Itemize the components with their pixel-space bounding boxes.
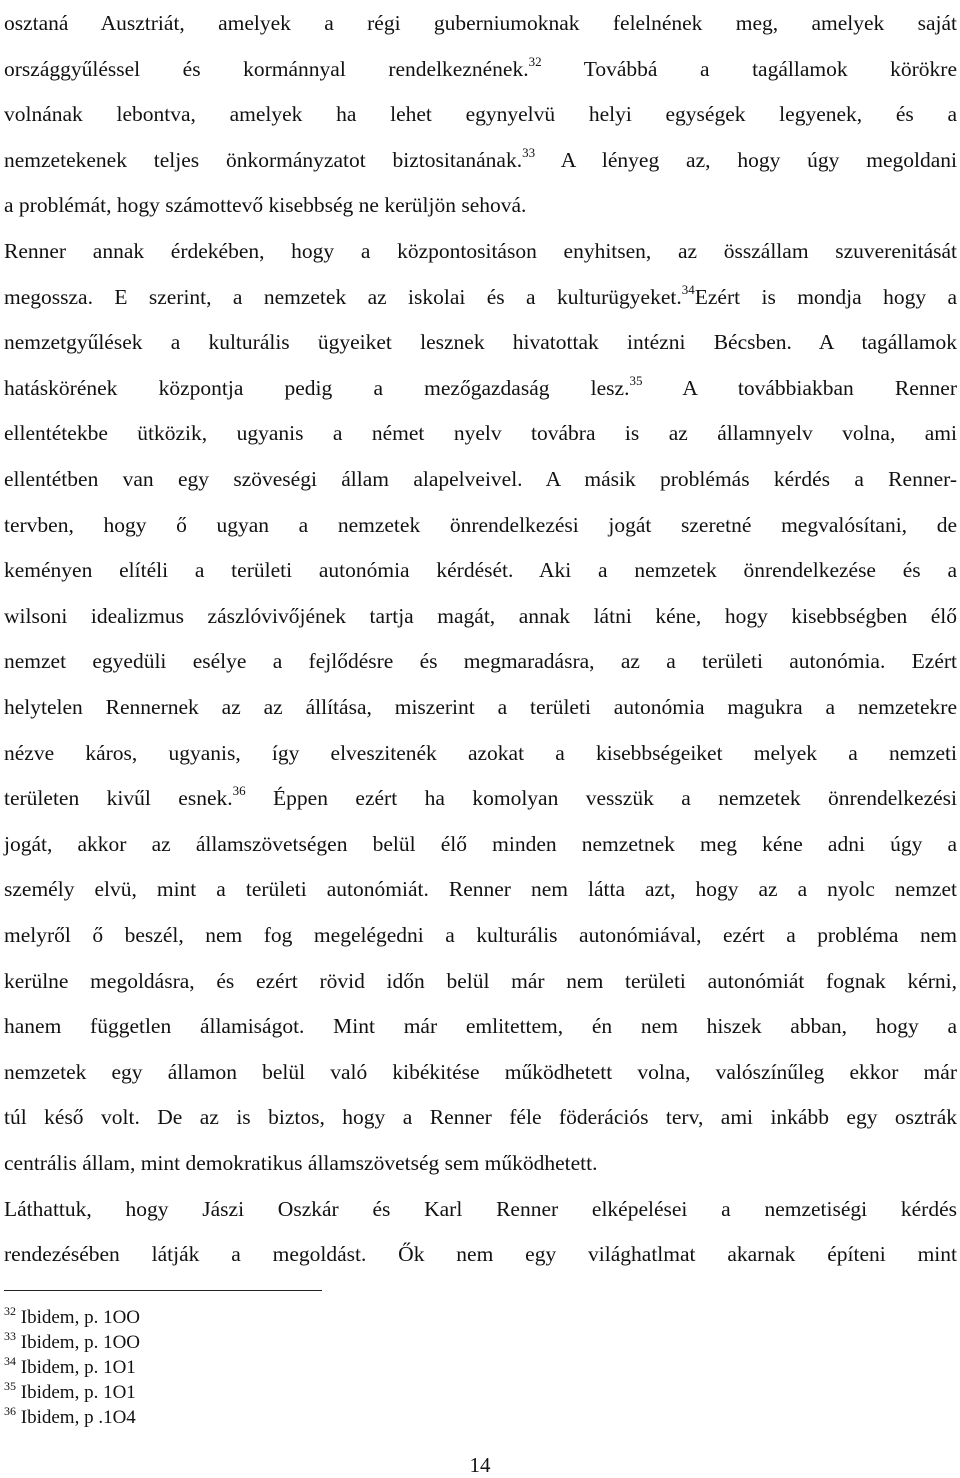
text-line [4, 1057, 957, 1087]
footnote-ref: 34 [681, 281, 695, 297]
page-number: 14 [469, 1453, 491, 1477]
text-line [4, 1102, 957, 1132]
text-segment: Láthattuk, hogy Jászi Oszkár és Karl Renner elképelései a nemzetiségi kérdés [4, 1196, 957, 1221]
footnote-ref: 33 [522, 144, 536, 160]
text-line [4, 1239, 957, 1269]
text-line [4, 282, 957, 312]
text-segment: a problémát, hogy számottevő kisebbség ne kerüljön sehová. [4, 193, 527, 218]
text-line [4, 373, 957, 403]
footnote-ref: 32 [528, 53, 542, 69]
text-segment: A lényeg az, hogy úgy megoldani [535, 147, 958, 172]
text-segment: nemzetekenek teljes önkormányzatot biztositanának. [4, 147, 523, 172]
footnote-text: Ibidem, p .1O4 [16, 1407, 136, 1428]
footnote [4, 1381, 136, 1405]
text-segment: országgyűléssel és kormánnyal rendelkeznének. [4, 56, 529, 81]
text-segment: nézve káros, ugyanis, így elveszitenék azokat a kisebbségeiket melyek a nemzeti [4, 740, 957, 765]
text-segment: helytelen Rennernek az az állítása, miszerint a területi autonómia magukra a nemzetekre [4, 695, 957, 719]
text-segment: Továbbá a tagállamok körökre [541, 56, 957, 81]
footnote-text: Ibidem, p. 1OO [16, 1332, 141, 1353]
text-segment: Éppen ezért ha komolyan vesszük a nemzetek önrendelkezési [245, 786, 957, 811]
text-segment: ellentétben van egy szöveségi állam alapelveivel. A másik problémás kérdés a Renner- [4, 467, 957, 491]
footnote-ref: 35 [629, 372, 643, 388]
text-line [4, 327, 957, 357]
text-segment: osztaná Ausztriát, amelyek a régi guberniumoknak felelnének meg, amelyek saját [4, 11, 957, 35]
text-line [4, 190, 957, 220]
text-segment: wilsoni idealizmus zászlóvivőjének tartja magát, annak látni kéne, hogy kisebbségben élő [4, 603, 957, 628]
footnote [4, 1406, 136, 1430]
text-line [4, 555, 957, 585]
text-segment: túl késő volt. De az is biztos, hogy a Renner féle föderációs terv, ami inkább egy osztrák [4, 1105, 957, 1130]
text-segment: nemzetek egy államon belül való kibékitése működhetett volna, valószínűleg ekkor már [4, 1059, 957, 1084]
footnote-number: 34 [4, 1354, 16, 1368]
footnote-text: Ibidem, p. 1O1 [16, 1382, 136, 1403]
text-line [4, 646, 957, 676]
footnote-separator [4, 1290, 322, 1291]
text-segment: A továbbiakban Renner [642, 375, 957, 400]
text-segment: területen kivűl esnek. [4, 786, 233, 811]
text-line [4, 236, 957, 266]
text-line [4, 738, 957, 768]
text-segment: melyről ő beszél, nem fog megelégedni a kulturális autonómiával, ezért a probléma nem [4, 923, 957, 947]
footnote [4, 1331, 140, 1355]
text-line [4, 601, 957, 631]
text-line [4, 1194, 957, 1224]
text-segment: jogát, akkor az államszövetségen belül élő minden nemzetnek meg kéne adni úgy a [4, 831, 957, 856]
text-line [4, 99, 957, 129]
text-segment: ellentétekbe ütközik, ugyanis a német nyelv továbra is az államnyelv volna, ami [4, 421, 957, 446]
text-line [4, 783, 957, 813]
text-line [4, 1011, 957, 1041]
text-segment: centrális állam, mint demokratikus államszövetség sem működhetett. [4, 1151, 598, 1175]
text-line [4, 920, 957, 950]
footnote [4, 1306, 140, 1330]
text-line [4, 54, 957, 84]
text-segment: rendezésében látják a megoldást. Ők nem egy világhatlmat akarnak építeni mint [4, 1242, 957, 1267]
footnote [4, 1356, 136, 1380]
footnote-ref: 36 [232, 783, 246, 799]
text-segment: nemzetgyűlések a kulturális ügyeiket lesznek hivatottak intézni Bécsben. A tagállamok [4, 330, 957, 355]
text-segment: nemzet egyedüli esélye a fejlődésre és megmaradásra, az a területi autonómia. Ezért [4, 649, 957, 674]
footnote-number: 36 [4, 1404, 16, 1418]
text-line [4, 692, 957, 722]
text-segment: keményen elítéli a területi autonómia kérdését. Aki a nemzetek önrendelkezése és a [4, 558, 957, 583]
text-line [4, 145, 957, 175]
footnote-number: 35 [4, 1379, 16, 1393]
text-line [4, 1148, 957, 1178]
text-segment: hanem független államiságot. Mint már emlitettem, én nem hiszek abban, hogy a [4, 1014, 957, 1039]
text-segment: Ezért is mondja hogy a [694, 284, 957, 309]
footnote-number: 33 [4, 1329, 16, 1343]
footnote-text: Ibidem, p. 1OO [16, 1307, 141, 1328]
text-segment: tervben, hogy ő ugyan a nemzetek önrendelkezési jogát szeretné megvalósítani, de [4, 512, 957, 537]
text-line [4, 418, 957, 448]
text-segment: Renner annak érdekében, hogy a központositáson enyhitsen, az összállam szuverenitását [4, 239, 957, 263]
text-line [4, 464, 957, 494]
text-line [4, 966, 957, 996]
text-line [4, 510, 957, 540]
text-segment: megossza. E szerint, a nemzetek az iskolai és a kulturügyeket. [4, 284, 682, 309]
footnote-text: Ibidem, p. 1O1 [16, 1357, 136, 1378]
text-line [4, 874, 957, 904]
text-segment: kerülne megoldásra, és ezért rövid időn belül már nem területi autonómiát fognak kérni, [4, 968, 957, 993]
text-segment: hatáskörének központja pedig a mezőgazdaság lesz. [4, 375, 630, 400]
footnote-number: 32 [4, 1304, 16, 1318]
text-segment: volnának lebontva, amelyek ha lehet egynyelvü helyi egységek legyenek, és a [4, 102, 957, 127]
text-line [4, 829, 957, 859]
text-segment: személy elvü, mint a területi autonómiát. Renner nem látta azt, hogy az a nyolc nemzet [4, 877, 957, 902]
text-line [4, 8, 957, 38]
